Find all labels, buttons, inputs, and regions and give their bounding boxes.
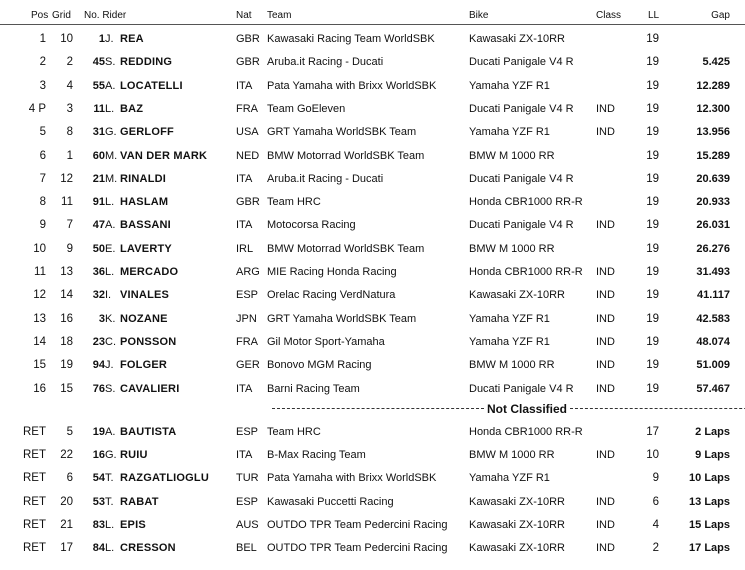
cell-bike: Kawasaki ZX-10RR — [469, 33, 565, 45]
cell-bike: BMW M 1000 RR — [469, 149, 555, 162]
cell-no: 11 — [93, 102, 105, 115]
cell-class: IND — [596, 266, 615, 278]
cell-team: Team HRC — [267, 196, 321, 209]
cell-gap: 17 Laps — [689, 542, 730, 554]
header-class: Class — [596, 10, 622, 21]
cell-ll: 19 — [646, 33, 659, 45]
cell-initial: C. — [105, 335, 116, 348]
cell-gap: 26.031 — [696, 219, 730, 232]
cell-ll: 19 — [646, 126, 659, 139]
cell-bike: Kawasaki ZX-10RR — [469, 289, 565, 302]
cell-team: Bonovo MGM Racing — [267, 359, 372, 372]
cell-initial: A. — [105, 79, 116, 92]
cell-ll: 19 — [646, 289, 659, 302]
cell-surname: RINALDI — [120, 172, 167, 185]
cell-class: IND — [596, 126, 615, 139]
cell-ll: 17 — [646, 426, 659, 438]
table-row — [0, 378, 745, 401]
cell-team: OUTDO TPR Team Pedercini Racing — [267, 518, 448, 531]
cell-surname: MERCADO — [120, 266, 179, 278]
cell-pos: 15 — [33, 359, 46, 372]
cell-bike: Kawasaki ZX-10RR — [469, 518, 565, 531]
cell-ll: 19 — [646, 172, 659, 185]
cell-grid: 15 — [60, 382, 73, 395]
cell-bike: Ducati Panigale V4 R — [469, 56, 574, 69]
cell-gap: 13 Laps — [689, 495, 730, 508]
cell-surname: RABAT — [120, 495, 159, 508]
cell-bike: Honda CBR1000 RR-R — [469, 196, 583, 209]
cell-bike: BMW M 1000 RR — [469, 359, 555, 372]
cell-class: IND — [596, 219, 615, 232]
cell-gap: 20.933 — [696, 196, 730, 209]
cell-ll: 19 — [646, 219, 659, 232]
cell-class: IND — [596, 335, 615, 348]
cell-pos: 13 — [33, 312, 46, 325]
header-ll: LL — [648, 10, 660, 21]
cell-bike: Yamaha YZF R1 — [469, 79, 550, 92]
cell-nat: JPN — [236, 312, 257, 325]
cell-initial: K. — [105, 312, 116, 325]
cell-pos: RET — [23, 495, 46, 508]
not-classified-separator — [272, 401, 745, 417]
cell-gap: 12.289 — [696, 79, 730, 92]
table-row — [0, 75, 745, 98]
cell-grid: 20 — [60, 495, 73, 508]
cell-grid: 13 — [60, 266, 73, 278]
table-header — [0, 6, 745, 25]
cell-team: OUTDO TPR Team Pedercini Racing — [267, 542, 448, 554]
cell-team: MIE Racing Honda Racing — [267, 266, 397, 278]
cell-initial: T. — [105, 472, 114, 485]
table-row — [0, 444, 745, 467]
cell-class: IND — [596, 382, 615, 395]
cell-team: Motocorsa Racing — [267, 219, 356, 232]
cell-grid: 10 — [60, 33, 73, 45]
not-classified-label: Not Classified — [487, 401, 568, 416]
cell-bike: Honda CBR1000 RR-R — [469, 266, 583, 278]
cell-pos: 10 — [33, 242, 46, 255]
cell-no: 45 — [92, 56, 105, 69]
cell-initial: L. — [105, 542, 115, 554]
cell-ll: 19 — [646, 242, 659, 255]
cell-surname: BAZ — [120, 102, 144, 115]
cell-ll: 9 — [652, 472, 659, 485]
cell-grid: 14 — [60, 289, 73, 302]
cell-initial: I. — [105, 289, 112, 302]
cell-grid: 7 — [66, 219, 73, 232]
cell-surname: RAZGATLIOGLU — [120, 472, 209, 485]
cell-team: Orelac Racing VerdNatura — [267, 289, 396, 302]
cell-ll: 2 — [652, 542, 659, 554]
cell-no: 91 — [92, 196, 105, 209]
cell-surname: LAVERTY — [120, 242, 172, 255]
separator-dash-right — [570, 408, 745, 409]
cell-initial: M. — [105, 149, 118, 162]
cell-class: IND — [596, 359, 615, 372]
cell-ll: 19 — [646, 382, 659, 395]
cell-initial: L. — [105, 102, 115, 115]
cell-gap: 26.276 — [696, 242, 730, 255]
cell-surname: REDDING — [120, 56, 173, 69]
cell-gap: 5.425 — [702, 56, 730, 69]
cell-grid: 16 — [60, 312, 73, 325]
cell-grid: 3 — [66, 102, 73, 115]
cell-pos: RET — [23, 518, 46, 531]
table-row — [0, 514, 745, 537]
cell-initial: A. — [105, 219, 116, 232]
cell-grid: 11 — [61, 196, 73, 209]
cell-team: GRT Yamaha WorldSBK Team — [267, 312, 417, 325]
header-grid: Grid — [52, 10, 71, 21]
cell-grid: 1 — [66, 149, 73, 162]
cell-gap: 48.074 — [696, 335, 730, 348]
cell-team: BMW Motorrad WorldSBK Team — [267, 149, 425, 162]
table-row — [0, 467, 745, 490]
cell-grid: 19 — [60, 359, 73, 372]
cell-no: 54 — [92, 472, 105, 485]
table-row — [0, 191, 745, 214]
cell-nat: ITA — [236, 382, 253, 395]
cell-initial: A. — [105, 426, 116, 438]
cell-nat: GBR — [236, 33, 260, 45]
cell-bike: BMW M 1000 RR — [469, 449, 555, 462]
cell-gap: 51.009 — [696, 359, 730, 372]
cell-gap: 9 Laps — [695, 449, 730, 462]
cell-pos: 6 — [39, 149, 46, 162]
cell-pos: RET — [23, 472, 46, 485]
cell-nat: ITA — [236, 172, 253, 185]
cell-gap: 2 Laps — [695, 426, 730, 438]
cell-surname: CRESSON — [120, 542, 176, 554]
cell-ll: 19 — [646, 266, 659, 278]
cell-surname: EPIS — [120, 518, 146, 531]
cell-class: IND — [596, 289, 615, 302]
cell-nat: AUS — [236, 518, 259, 531]
separator-dash-left — [272, 408, 484, 409]
cell-initial: G. — [105, 126, 117, 139]
cell-no: 83 — [92, 518, 105, 531]
cell-no: 21 — [92, 172, 105, 185]
header-pos: Pos — [31, 10, 49, 21]
cell-no: 60 — [92, 149, 105, 162]
cell-class: IND — [596, 102, 615, 115]
cell-bike: Ducati Panigale V4 R — [469, 172, 574, 185]
cell-grid: 18 — [60, 335, 73, 348]
cell-ll: 19 — [646, 149, 659, 162]
cell-team: Kawasaki Racing Team WorldSBK — [267, 33, 435, 45]
cell-initial: S. — [105, 382, 116, 395]
cell-nat: ESP — [236, 289, 259, 302]
cell-no: 84 — [92, 542, 105, 554]
table-row — [0, 491, 745, 514]
cell-nat: USA — [236, 126, 259, 139]
cell-no: 16 — [92, 449, 105, 462]
cell-grid: 12 — [60, 172, 73, 185]
cell-gap: 31.493 — [696, 266, 730, 278]
cell-pos: RET — [23, 426, 46, 438]
cell-team: Gil Motor Sport-Yamaha — [267, 335, 385, 348]
cell-ll: 19 — [646, 335, 659, 348]
cell-no: 76 — [92, 382, 105, 395]
cell-surname: NOZANE — [120, 312, 168, 325]
cell-bike: Ducati Panigale V4 R — [469, 219, 574, 232]
table-row — [0, 214, 745, 237]
cell-bike: Yamaha YZF R1 — [469, 312, 550, 325]
cell-team: B-Max Racing Team — [267, 449, 366, 462]
cell-initial: J. — [105, 359, 114, 372]
cell-no: 31 — [92, 126, 105, 139]
table-row — [0, 238, 745, 261]
cell-no: 55 — [92, 79, 105, 92]
cell-nat: IRL — [236, 242, 254, 255]
cell-nat: FRA — [236, 335, 258, 348]
cell-team: Team HRC — [267, 426, 321, 438]
cell-ll: 19 — [646, 102, 659, 115]
header-team: Team — [267, 10, 292, 21]
cell-grid: 2 — [66, 56, 73, 69]
cell-surname: FOLGER — [120, 359, 168, 372]
cell-gap: 12.300 — [696, 102, 730, 115]
cell-initial: S. — [105, 56, 116, 69]
cell-ll: 6 — [652, 495, 659, 508]
cell-no: 47 — [92, 219, 105, 232]
cell-no: 3 — [98, 312, 105, 325]
cell-initial: G. — [105, 449, 117, 462]
cell-grid: 4 — [66, 79, 73, 92]
table-row — [0, 121, 745, 144]
cell-nat: NED — [236, 149, 260, 162]
cell-ll: 4 — [652, 518, 659, 531]
cell-pos: 16 — [33, 382, 46, 395]
cell-pos: RET — [23, 542, 46, 554]
cell-surname: HASLAM — [120, 196, 169, 209]
cell-pos: 8 — [39, 196, 46, 209]
cell-gap: 20.639 — [696, 172, 730, 185]
header-nat: Nat — [236, 10, 252, 21]
cell-initial: J. — [105, 33, 114, 45]
cell-nat: ITA — [236, 449, 253, 462]
cell-surname: GERLOFF — [120, 126, 174, 139]
cell-nat: ESP — [236, 426, 259, 438]
cell-team: Aruba.it Racing - Ducati — [267, 56, 384, 69]
cell-bike: Honda CBR1000 RR-R — [469, 426, 583, 438]
cell-surname: VINALES — [120, 289, 170, 302]
cell-class: IND — [596, 518, 615, 531]
cell-bike: Yamaha YZF R1 — [469, 472, 550, 485]
cell-nat: ARG — [236, 266, 260, 278]
cell-team: Barni Racing Team — [267, 382, 360, 395]
cell-grid: 8 — [66, 126, 73, 139]
cell-pos: 2 — [39, 56, 46, 69]
cell-team: Aruba.it Racing - Ducati — [267, 172, 384, 185]
cell-grid: 6 — [66, 472, 73, 485]
cell-pos: 12 — [33, 289, 46, 302]
cell-team: Team GoEleven — [267, 102, 346, 115]
cell-bike: Ducati Panigale V4 R — [469, 102, 574, 115]
cell-grid: 5 — [66, 426, 73, 438]
cell-nat: FRA — [236, 102, 258, 115]
cell-surname: BAUTISTA — [120, 426, 177, 438]
cell-no: 19 — [92, 426, 105, 438]
cell-no: 32 — [92, 289, 105, 302]
cell-pos: 11 — [34, 266, 46, 278]
cell-nat: ITA — [236, 79, 253, 92]
cell-nat: GER — [236, 359, 260, 372]
cell-nat: ESP — [236, 495, 259, 508]
cell-initial: T. — [105, 495, 114, 508]
table-row — [0, 421, 745, 444]
cell-nat: BEL — [236, 542, 257, 554]
cell-initial: L. — [105, 266, 115, 278]
cell-surname: LOCATELLI — [120, 79, 183, 92]
cell-gap: 42.583 — [696, 312, 730, 325]
cell-no: 23 — [92, 335, 105, 348]
cell-class: IND — [596, 312, 615, 325]
cell-initial: L. — [105, 196, 115, 209]
cell-bike: Yamaha YZF R1 — [469, 335, 550, 348]
cell-class: IND — [596, 495, 615, 508]
cell-nat: ITA — [236, 219, 253, 232]
cell-pos: 7 — [39, 172, 46, 185]
cell-grid: 17 — [60, 542, 73, 554]
cell-team: Pata Yamaha with Brixx WorldSBK — [267, 79, 437, 92]
cell-pos: 4 P — [28, 102, 46, 115]
cell-ll: 19 — [646, 196, 659, 209]
cell-ll: 19 — [646, 312, 659, 325]
cell-team: BMW Motorrad WorldSBK Team — [267, 242, 425, 255]
cell-surname: RUIU — [120, 449, 148, 462]
cell-bike: Kawasaki ZX-10RR — [469, 495, 565, 508]
cell-gap: 15.289 — [696, 149, 730, 162]
table-row — [0, 51, 745, 74]
cell-grid: 22 — [60, 449, 73, 462]
cell-initial: M. — [105, 172, 118, 185]
cell-class: IND — [596, 542, 615, 554]
cell-pos: 5 — [39, 126, 46, 139]
cell-bike: Kawasaki ZX-10RR — [469, 542, 565, 554]
cell-nat: GBR — [236, 56, 260, 69]
cell-nat: GBR — [236, 196, 260, 209]
cell-ll: 19 — [646, 359, 659, 372]
table-row — [0, 308, 745, 331]
cell-grid: 21 — [60, 518, 73, 531]
cell-pos: RET — [23, 449, 46, 462]
cell-surname: BASSANI — [120, 219, 171, 232]
cell-no: 94 — [92, 359, 105, 372]
cell-team: GRT Yamaha WorldSBK Team — [267, 126, 417, 139]
cell-ll: 19 — [646, 79, 659, 92]
cell-gap: 15 Laps — [689, 518, 730, 531]
cell-gap: 41.117 — [696, 289, 730, 302]
cell-no: 53 — [92, 495, 105, 508]
cell-pos: 3 — [39, 79, 46, 92]
cell-class: IND — [596, 449, 615, 462]
cell-ll: 19 — [646, 56, 659, 69]
table-row — [0, 28, 745, 51]
table-row — [0, 145, 745, 168]
cell-bike: Yamaha YZF R1 — [469, 126, 550, 139]
table-row — [0, 168, 745, 191]
cell-team: Kawasaki Puccetti Racing — [267, 495, 394, 508]
cell-ll: 10 — [646, 449, 659, 462]
cell-gap: 57.467 — [696, 382, 730, 395]
cell-nat: TUR — [236, 472, 259, 485]
cell-no: 50 — [92, 242, 105, 255]
table-row — [0, 261, 745, 284]
cell-gap: 13.956 — [696, 126, 730, 139]
cell-grid: 9 — [66, 242, 73, 255]
cell-surname: PONSSON — [120, 335, 177, 348]
cell-pos: 9 — [39, 219, 46, 232]
cell-initial: L. — [105, 518, 115, 531]
cell-team: Pata Yamaha with Brixx WorldSBK — [267, 472, 437, 485]
table-row — [0, 284, 745, 307]
cell-initial: E. — [105, 242, 116, 255]
cell-pos: 1 — [39, 33, 46, 45]
table-row — [0, 98, 745, 121]
table-row — [0, 354, 745, 377]
cell-surname: VAN DER MARK — [120, 149, 208, 162]
cell-surname: REA — [120, 33, 144, 45]
cell-gap: 10 Laps — [689, 472, 730, 485]
table-row — [0, 331, 745, 354]
header-gap: Gap — [711, 10, 730, 21]
cell-bike: Ducati Panigale V4 R — [469, 382, 574, 395]
cell-no: 36 — [92, 266, 105, 278]
table-row — [0, 537, 745, 560]
cell-pos: 14 — [33, 335, 46, 348]
cell-no: 1 — [98, 33, 105, 45]
cell-surname: CAVALIERI — [120, 382, 180, 395]
header-no-rider: No. Rider — [84, 10, 127, 21]
header-bike: Bike — [469, 10, 489, 21]
cell-bike: BMW M 1000 RR — [469, 242, 555, 255]
